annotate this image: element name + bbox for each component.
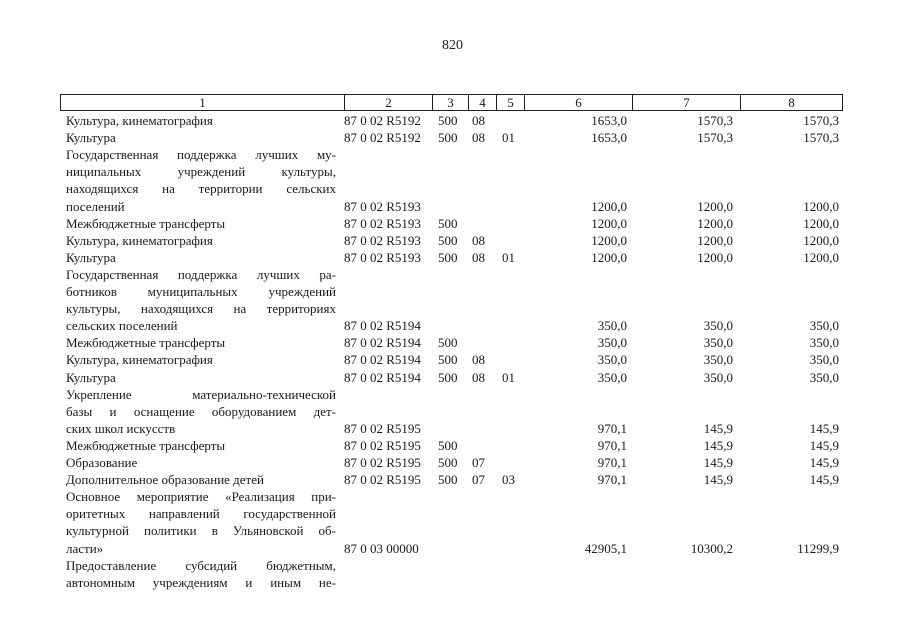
row-value-col6: 1200,0 xyxy=(591,250,627,265)
table-row xyxy=(0,557,905,574)
row-name-cell: Культура, кинематография xyxy=(66,352,213,367)
row-code-cell: 87 0 02 R5195 xyxy=(344,455,421,470)
row-name-cell: Культура xyxy=(66,250,116,265)
row-value-col7: 1200,0 xyxy=(697,199,733,214)
row-vr-cell: 500 xyxy=(438,370,458,385)
row-name-cell: Межбюджетные трансферты xyxy=(66,438,226,453)
row-name-cell: Государственная поддержка лучших му- xyxy=(66,147,336,162)
row-vr-cell: 500 xyxy=(438,438,458,453)
row-vr-cell: 500 xyxy=(438,455,458,470)
row-value-col8: 1200,0 xyxy=(803,216,839,231)
row-value-col6: 1200,0 xyxy=(591,233,627,248)
row-section-cell: 08 xyxy=(472,370,485,385)
row-name-cell: автономным учреждениям и иным не- xyxy=(66,575,336,590)
row-section-cell: 08 xyxy=(472,250,485,265)
row-value-col8: 1200,0 xyxy=(803,233,839,248)
row-name-cell: Основное мероприятие «Реализация при- xyxy=(66,489,336,504)
row-code-cell: 87 0 02 R5195 xyxy=(344,472,421,487)
table-row xyxy=(0,540,905,557)
row-value-col8: 11299,9 xyxy=(797,541,839,556)
row-value-col6: 42905,1 xyxy=(584,541,627,556)
column-header-3: 3 xyxy=(433,95,469,110)
table-row xyxy=(0,334,905,351)
row-value-col6: 350,0 xyxy=(597,318,627,333)
row-code-cell: 87 0 02 R5193 xyxy=(344,250,421,265)
row-code-cell: 87 0 02 R5194 xyxy=(344,318,421,333)
row-section-cell: 07 xyxy=(472,455,485,470)
row-value-col7: 1570,3 xyxy=(697,113,733,128)
row-section-cell: 08 xyxy=(472,113,485,128)
row-name-cell: культурной политики в Ульяновской об- xyxy=(66,523,336,538)
row-vr-cell: 500 xyxy=(438,233,458,248)
row-vr-cell: 500 xyxy=(438,216,458,231)
row-value-col8: 350,0 xyxy=(809,370,839,385)
column-header-5: 5 xyxy=(497,95,525,110)
table-row xyxy=(0,232,905,249)
row-value-col7: 350,0 xyxy=(703,318,733,333)
row-value-col6: 1200,0 xyxy=(591,216,627,231)
row-name-cell: базы и оснащение оборудованием дет- xyxy=(66,404,336,419)
row-section-cell: 08 xyxy=(472,233,485,248)
table-row xyxy=(0,420,905,437)
row-name-cell: Межбюджетные трансферты xyxy=(66,216,226,231)
column-header-6: 6 xyxy=(525,95,633,110)
row-value-col7: 350,0 xyxy=(703,352,733,367)
table-row xyxy=(0,146,905,163)
row-value-col7: 350,0 xyxy=(703,370,733,385)
row-value-col8: 145,9 xyxy=(809,438,839,453)
table-row xyxy=(0,266,905,283)
row-value-col8: 350,0 xyxy=(809,352,839,367)
row-section-cell: 08 xyxy=(472,130,485,145)
table-row xyxy=(0,351,905,368)
row-value-col6: 1653,0 xyxy=(591,130,627,145)
table-column-header xyxy=(60,94,843,111)
table-row xyxy=(0,180,905,197)
row-name-cell: Государственная поддержка лучших ра- xyxy=(66,267,336,282)
table-row xyxy=(0,317,905,334)
row-name-cell: культуры, находящихся на территориях xyxy=(66,301,336,316)
row-name-cell: Укрепление материально-технической xyxy=(66,387,336,402)
row-name-cell: Предоставление субсидий бюджетным, xyxy=(66,558,336,573)
table-row xyxy=(0,437,905,454)
column-header-8: 8 xyxy=(788,95,795,110)
row-subsection-cell: 03 xyxy=(502,472,515,487)
row-code-cell: 87 0 02 R5195 xyxy=(344,421,421,436)
row-value-col7: 145,9 xyxy=(703,455,733,470)
row-vr-cell: 500 xyxy=(438,130,458,145)
row-value-col8: 1570,3 xyxy=(803,113,839,128)
row-value-col8: 1200,0 xyxy=(803,199,839,214)
table-row xyxy=(0,112,905,129)
row-name-cell: Культура, кинематография xyxy=(66,233,213,248)
row-name-cell: Дополнительное образование детей xyxy=(66,472,264,487)
row-subsection-cell: 01 xyxy=(502,250,515,265)
row-name-cell: Культура xyxy=(66,130,116,145)
row-name-cell: Культура xyxy=(66,370,116,385)
row-value-col7: 350,0 xyxy=(703,335,733,350)
column-header-7: 7 xyxy=(633,95,741,110)
row-value-col6: 350,0 xyxy=(597,370,627,385)
column-header-2: 2 xyxy=(345,95,433,110)
row-code-cell: 87 0 02 R5192 xyxy=(344,113,421,128)
row-value-col6: 970,1 xyxy=(597,421,627,436)
row-vr-cell: 500 xyxy=(438,335,458,350)
table-row xyxy=(0,386,905,403)
row-name-cell: оритетных направлений государственной xyxy=(66,506,336,521)
row-name-cell: Межбюджетные трансферты xyxy=(66,335,226,350)
row-value-col8: 145,9 xyxy=(809,455,839,470)
row-name-cell: ботников муниципальных учреждений xyxy=(66,284,336,299)
row-value-col6: 1653,0 xyxy=(591,113,627,128)
table-row xyxy=(0,249,905,266)
row-name-cell: сельских поселений xyxy=(66,318,178,333)
row-value-col8: 145,9 xyxy=(809,472,839,487)
row-vr-cell: 500 xyxy=(438,113,458,128)
table-row xyxy=(0,129,905,146)
row-name-cell: поселений xyxy=(66,199,125,214)
row-value-col6: 350,0 xyxy=(597,352,627,367)
row-name-cell: ских школ искусств xyxy=(66,421,176,436)
row-code-cell: 87 0 02 R5193 xyxy=(344,199,421,214)
row-value-col8: 350,0 xyxy=(809,318,839,333)
row-vr-cell: 500 xyxy=(438,472,458,487)
row-value-col6: 1200,0 xyxy=(591,199,627,214)
table-row xyxy=(0,522,905,539)
row-value-col7: 1200,0 xyxy=(697,233,733,248)
row-value-col7: 1200,0 xyxy=(697,216,733,231)
row-code-cell: 87 0 02 R5193 xyxy=(344,233,421,248)
row-code-cell: 87 0 02 R5194 xyxy=(344,352,421,367)
row-subsection-cell: 01 xyxy=(502,130,515,145)
table-row xyxy=(0,471,905,488)
page-number: 820 xyxy=(442,38,463,53)
row-vr-cell: 500 xyxy=(438,352,458,367)
row-value-col7: 1570,3 xyxy=(697,130,733,145)
row-value-col7: 10300,2 xyxy=(690,541,733,556)
table-row xyxy=(0,403,905,420)
table-row xyxy=(0,505,905,522)
table-row xyxy=(0,369,905,386)
table-row xyxy=(0,283,905,300)
row-subsection-cell: 01 xyxy=(502,370,515,385)
row-code-cell: 87 0 03 00000 xyxy=(344,541,419,556)
column-header-4: 4 xyxy=(469,95,497,110)
row-name-cell: ласти» xyxy=(66,541,104,556)
row-value-col6: 970,1 xyxy=(597,438,627,453)
row-name-cell: ниципальных учреждений культуры, xyxy=(66,164,336,179)
table-row xyxy=(0,215,905,232)
row-section-cell: 08 xyxy=(472,352,485,367)
row-value-col8: 1200,0 xyxy=(803,250,839,265)
row-code-cell: 87 0 02 R5193 xyxy=(344,216,421,231)
row-value-col7: 145,9 xyxy=(703,472,733,487)
row-code-cell: 87 0 02 R5192 xyxy=(344,130,421,145)
row-name-cell: Культура, кинематография xyxy=(66,113,213,128)
table-row xyxy=(0,198,905,215)
row-value-col8: 1570,3 xyxy=(803,130,839,145)
row-vr-cell: 500 xyxy=(438,250,458,265)
row-value-col6: 970,1 xyxy=(597,472,627,487)
table-row xyxy=(0,574,905,591)
row-value-col8: 145,9 xyxy=(809,421,839,436)
row-value-col7: 145,9 xyxy=(703,421,733,436)
row-value-col7: 1200,0 xyxy=(697,250,733,265)
row-name-cell: находящихся на территории сельских xyxy=(66,181,336,196)
row-code-cell: 87 0 02 R5194 xyxy=(344,370,421,385)
row-value-col6: 350,0 xyxy=(597,335,627,350)
column-header-1: 1 xyxy=(61,95,345,110)
table-row xyxy=(0,300,905,317)
row-code-cell: 87 0 02 R5194 xyxy=(344,335,421,350)
row-value-col8: 350,0 xyxy=(809,335,839,350)
row-value-col7: 145,9 xyxy=(703,438,733,453)
row-name-cell: Образование xyxy=(66,455,138,470)
row-value-col6: 970,1 xyxy=(597,455,627,470)
table-row xyxy=(0,454,905,471)
table-row xyxy=(0,488,905,505)
row-section-cell: 07 xyxy=(472,472,485,487)
row-code-cell: 87 0 02 R5195 xyxy=(344,438,421,453)
table-row xyxy=(0,163,905,180)
